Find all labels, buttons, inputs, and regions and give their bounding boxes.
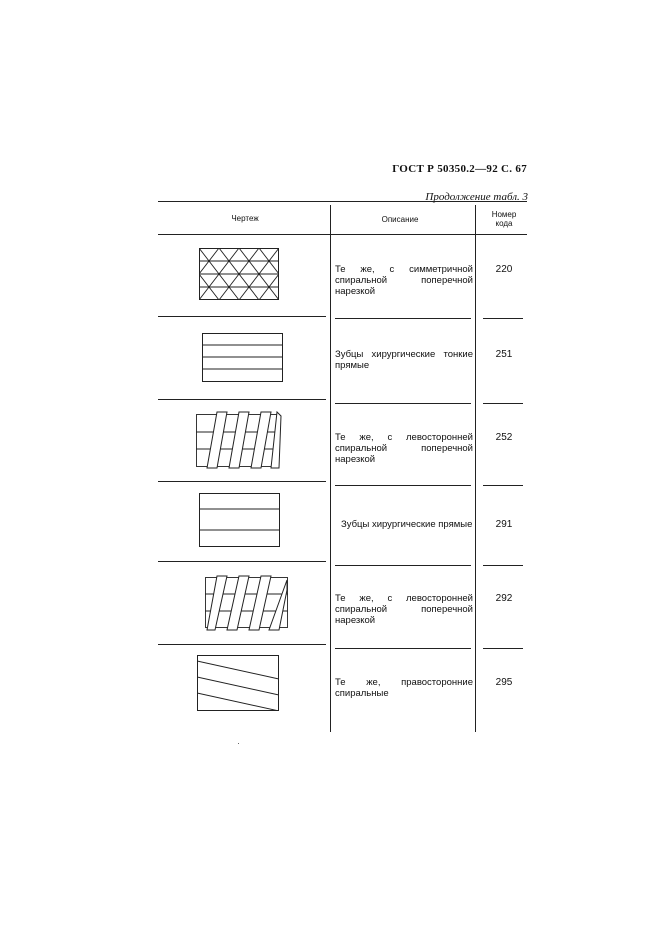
row-description: Зубцы хирургические прямые [341, 519, 473, 530]
row-separator [335, 403, 471, 404]
row-code: 252 [495, 432, 513, 443]
row-separator [483, 318, 523, 319]
column-divider-2 [475, 205, 476, 732]
row-code: 251 [495, 349, 513, 360]
row-description: Зубцы хирургические тонкие прямые [335, 349, 473, 371]
row-description: Те же, с левосторонней спиральной поперечной нарезкой [335, 432, 473, 465]
row-separator [335, 648, 471, 649]
drawing-cross-hatch [199, 248, 281, 301]
row-code: 220 [495, 264, 513, 275]
table-continuation-caption: Продолжение табл. 3 [425, 191, 528, 203]
row-separator [483, 565, 523, 566]
row-separator [335, 485, 471, 486]
column-header-description: Описание [381, 215, 419, 224]
drawing-fine-straight [202, 333, 284, 383]
column-header-drawing: Чертеж [231, 214, 259, 223]
drawing-left-spiral-coarse [203, 574, 291, 632]
row-code: 291 [495, 519, 513, 530]
row-separator [158, 644, 326, 645]
row-separator [158, 399, 326, 400]
row-separator [158, 481, 326, 482]
row-description: Те же, с симметричной спиральной поперечной нарезкой [335, 264, 473, 297]
drawing-right-spiral [197, 655, 281, 713]
page-header: ГОСТ Р 50350.2—92 С. 67 [392, 163, 527, 175]
scan-speck [238, 743, 239, 744]
row-description: Те же, правосторонние спиральные [335, 677, 473, 699]
row-code: 295 [495, 677, 513, 688]
drawing-straight-lines [199, 493, 281, 549]
row-separator [158, 561, 326, 562]
drawing-left-spiral-cross [193, 410, 283, 470]
row-separator [335, 565, 471, 566]
row-description: Те же, с левосторонней спиральной поперечной нарезкой [335, 593, 473, 626]
row-separator [483, 648, 523, 649]
table-top-rule [158, 201, 527, 202]
table-header-rule [158, 234, 527, 235]
row-separator [483, 403, 523, 404]
row-code: 292 [495, 593, 513, 604]
column-header-code: Номер кода [491, 210, 517, 228]
column-divider-1 [330, 205, 331, 732]
row-separator [335, 318, 471, 319]
row-separator [158, 316, 326, 317]
row-separator [483, 485, 523, 486]
